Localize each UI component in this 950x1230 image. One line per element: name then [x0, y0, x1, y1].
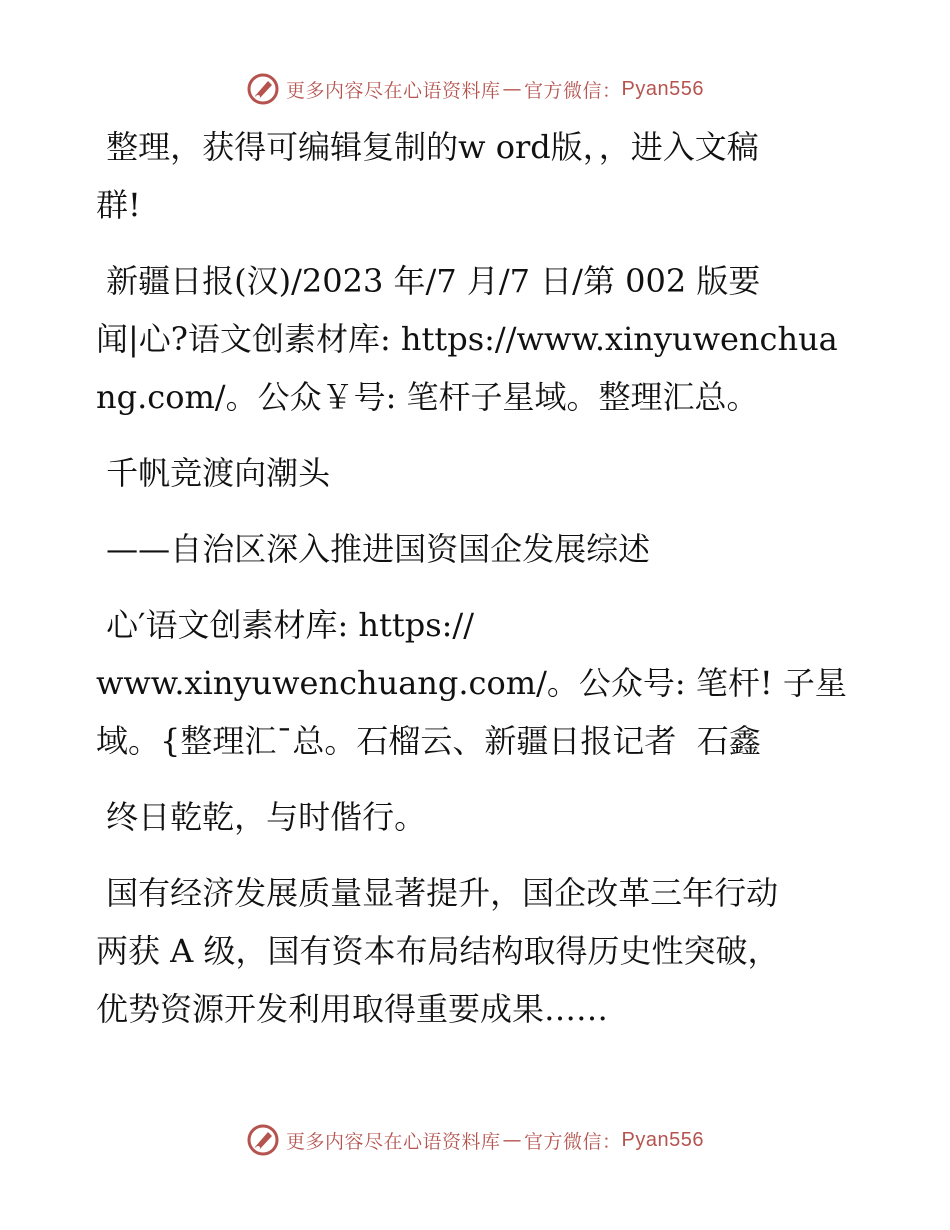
watermark-separator: — [502, 78, 523, 100]
watermark-text: 更多内容尽在心语资料库 [286, 1130, 501, 1153]
paragraph [96, 252, 856, 426]
paragraph [96, 864, 856, 1038]
text-line: 心′语文创素材库: https:// [96, 606, 474, 644]
text-line: 千帆竞渡向潮头 [96, 454, 331, 492]
article-title [96, 444, 856, 502]
text-line: ng.com/。公众￥号: 笔杆子星域。整理汇总。 [96, 378, 759, 416]
logo-icon [246, 72, 280, 106]
paragraph [96, 596, 856, 770]
text-line: 国有经济发展质量显著提升，国企改革三年行动 [96, 874, 779, 912]
footer-watermark [0, 1123, 950, 1157]
text-line: 域。{整理汇¯总。石榴云、新疆日报记者 石鑫 [96, 722, 761, 760]
watermark-wechat-label: 官方微信： [524, 1130, 622, 1153]
text-line: 群! [96, 186, 141, 224]
text-line: 终日乾乾，与时偕行。 [96, 798, 427, 836]
article-subtitle [96, 520, 856, 578]
text-line: 两获 A 级，国有资本布局结构取得历史性突破， [96, 932, 780, 970]
watermark-wechat-id: Pyan556 [621, 77, 704, 100]
text-line: 闻|心?语文创素材库: https://www.xinyuwenchua [96, 320, 838, 358]
text-line: 优势资源开发利用取得重要成果…… [96, 990, 609, 1028]
text-line: ——自治区深入推进国资国企发展综述 [96, 530, 651, 568]
watermark-wechat-id: Pyan556 [621, 1128, 704, 1151]
document-body [96, 118, 856, 1038]
text-line: 整理，获得可编辑复制的w ord版，，进入文稿 [96, 128, 759, 166]
watermark-wechat-label: 官方微信： [524, 79, 622, 102]
text-line: www.xinyuwenchuang.com/。公众号: 笔杆! 子星 [96, 664, 847, 702]
watermark-separator: — [502, 1129, 523, 1151]
header-watermark [0, 72, 950, 106]
watermark-text: 更多内容尽在心语资料库 [286, 79, 501, 102]
paragraph [96, 788, 856, 846]
paragraph [96, 118, 856, 234]
logo-icon [246, 1123, 280, 1157]
text-line: 新疆日报(汉)/2023 年/7 月/7 日/第 002 版要 [96, 262, 761, 300]
